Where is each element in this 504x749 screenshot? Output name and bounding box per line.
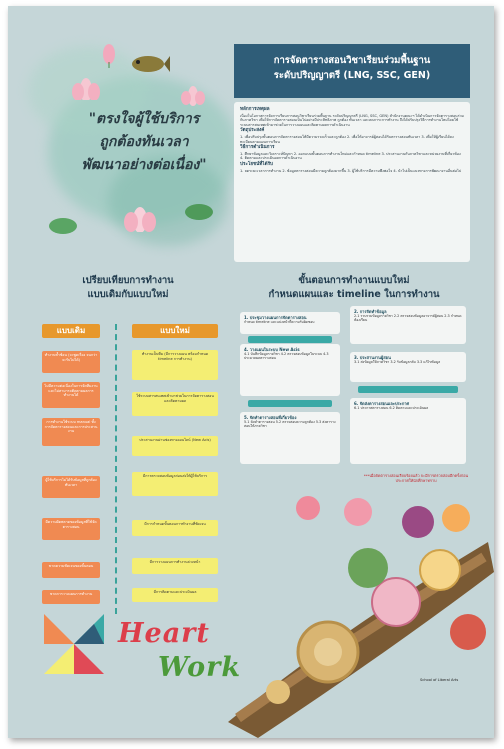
step-text: 2.1 รวบรวมข้อมูลรายวิชา 2.2 ตรวจสอบข้อมูลอาจารย์ผู้สอน 2.3 กำหนดห้องเรียน	[354, 314, 462, 323]
lotus-leaf-icon	[184, 202, 214, 222]
objectives-heading: วัตถุประสงค์	[240, 128, 265, 134]
lotus-flower-icon	[68, 70, 104, 100]
lotus-bud-icon	[98, 42, 120, 68]
old-item: ทำงานซ้ำซ้อน (จะพูดเรื่อง จนกว่าจะรับไม่ได้)	[42, 351, 100, 373]
poster	[8, 6, 494, 738]
poster-title-line-2: ระดับปริญญาตรี (LNG, SSC, GEN)	[273, 70, 431, 81]
motto-line-3: พัฒนาอย่างต่อเนื่อง"	[81, 157, 207, 173]
step-text: 5.1 จัดทำตารางสอน 5.2 ตรวจสอบความถูกต้อง 5.3 ส่งตารางสอนให้ภาควิชา	[244, 420, 336, 429]
process-step-5	[240, 412, 340, 464]
process-step-2	[350, 306, 466, 344]
timeline-bar	[248, 400, 332, 407]
step-label: 2. การจัดทำข้อมูล	[354, 309, 387, 314]
objectives-text: 1. เพื่อปรับปรุงขั้นตอนการจัดตารางสอนให้มีความรวดเร็วและถูกต้อง 2. เพื่อให้อาจารย์ผู้สอนได้รับตารางสอนทันเวลา 3. เพื่อให้ผู้เรียนได้ลงทะเบียนตามแผนการเรียน	[240, 134, 454, 144]
lotus-leaf-icon	[48, 216, 78, 236]
new-item: มีการวางแผนการทำงานล่วงหน้า	[132, 558, 218, 574]
lotus-flower-icon	[120, 200, 160, 232]
comparison-title-line-1: เปรียบเทียบการทำงาน	[82, 275, 174, 286]
process-step-4	[240, 344, 340, 396]
process-step-3	[350, 352, 466, 382]
old-method-header: แบบเดิม	[42, 324, 100, 338]
poster-title-line-1: การจัดตารางสอนวิชาเรียนร่วมพื้นฐาน	[273, 55, 431, 66]
old-item: มีความผิดพลาดของข้อมูลที่ใช้จัดตารางสอน	[42, 518, 100, 540]
fish-icon	[126, 46, 170, 82]
benefits-heading: ประโยชน์ที่ได้รับ	[240, 161, 273, 167]
new-item: มีการติดตามและประเมินผล	[132, 588, 218, 602]
new-item: มีการกำหนดขั้นตอนการทำงานที่ชัดเจน	[132, 520, 218, 536]
step-text: กำหนด timeline และแบ่งหน้าที่ความรับผิดชอบ	[244, 320, 315, 324]
step-text: 4.1 บันทึกข้อมูลรายวิชา 4.2 ตรวจสอบข้อมูลในระบบ 4.3 ประมวลผลตารางสอน	[244, 352, 329, 361]
motto-quote	[64, 108, 224, 177]
step-text: 3.1 ส่งข้อมูลให้ภาควิชา 3.2 รับข้อมูลกลับ 3.3 แก้ไขข้อมูล	[354, 360, 441, 364]
process-title-line-2: กำหนดแผนและ timeline ในการทำงาน	[268, 289, 440, 300]
pinwheel-icon	[34, 604, 118, 692]
process-title-line-1: ขั้นตอนการทำงานแบบใหม่	[298, 275, 410, 286]
comparison-title	[48, 274, 208, 302]
old-item: ไม่มีความต่อเนื่องในการจัดทีมงาน และไม่สามารถติดตามผลการทำงานได้	[42, 382, 100, 408]
step-text: 6.1 ประกาศตารางสอน 6.2 ติดตามและประเมินผล	[354, 406, 429, 410]
motto-line-1: "ตรงใจผู้ใช้บริการ	[88, 111, 200, 127]
comparison-divider	[115, 324, 117, 614]
rationale-heading: หลักการเหตุผล	[240, 107, 270, 112]
timeline-bar	[248, 336, 332, 343]
food-boat-illustration	[218, 482, 494, 738]
info-panel	[234, 102, 470, 262]
process-step-6	[350, 398, 466, 464]
timeline-bar	[358, 386, 458, 393]
lotus-flower-icon	[178, 80, 208, 106]
old-item: ผู้ใช้บริการไม่ได้รับข้อมูลที่ถูกต้องทันเวลา	[42, 476, 100, 498]
step-label: 4. วางแผนในระบบ New Acis	[244, 347, 300, 352]
step-label: 5. จัดทำตารางสอนที่เกี่ยวข้อง	[244, 415, 297, 420]
heart-text: Heart	[118, 618, 210, 649]
step-label: 3. ประสานงานผู้สอน	[354, 355, 391, 360]
new-item: มีการตรวจสอบข้อมูลก่อนส่งให้ผู้ใช้บริการ	[132, 472, 218, 496]
old-item: ขาดการวางแผนการทำงาน	[42, 590, 100, 604]
rationale-text: เนื่องในโอกาสการจัดการเรียนการสอนวิชาเรียนร่วมพื้นฐาน ระดับปริญญาตรี (LNG, SSC, GEN) สำนักงานคณะฯ ได้ดำเนินการจัดตารางสอนร่วมกับภาควิชา เพื่อให้การจัดตารางสอนเป็นไปอย่างมีประสิทธิภาพ ถูกต้อง ทันเวลา และลดภาระการทำงาน จึงได้ปรับปรุงวิธีการทำงานใหม่โดยใช้ระบบสารสนเทศเข้ามาช่วยในการวางแผนและติดตามผลการดำเนินงาน	[240, 113, 464, 127]
method-heading: วิธีการดำเนินการ	[240, 145, 275, 151]
step-label: 6. จัดส่งตารางสอนและประกาศ	[354, 401, 410, 406]
process-title	[234, 274, 474, 302]
benefits-text: 1. ลดระยะเวลาการทำงาน 2. ข้อมูลตารางสอนมีความถูกต้องมากขึ้น 3. ผู้ใช้บริการมีความพึงพอใจ 4. นำไปเป็นแนวทางการพัฒนางานอื่นต่อไป	[240, 168, 462, 173]
new-item: ทำงานเป็นทีม (มีการวางแผน พร้อมกำหนด timeline การทำงาน)	[132, 350, 218, 380]
step-label: 1. ประชุมวางแผนการจัดตารางสอน	[244, 315, 307, 320]
old-item: การทำงานใช้ระบบ manual ทั้งการจัดตารางสอนและการประสานงาน	[42, 418, 100, 446]
comparison-title-line-2: แบบเดิมกับแบบใหม่	[87, 289, 169, 300]
old-item: ขาดความชัดเจนของขั้นตอน	[42, 562, 100, 578]
new-item: ประสานงานผ่านช่องทางออนไลน์ (New Acis)	[132, 436, 218, 456]
motto-line-2: ถูกต้องทันเวลา	[99, 134, 189, 150]
process-note: ***เมื่อจัดตารางสอนเรียบร้อยแล้ว จะมีการตรวจสอบอีกครั้งก่อนประกาศให้นักศึกษาทราบ	[363, 473, 469, 483]
new-method-header: แบบใหม่	[132, 324, 218, 338]
method-text: 1. ศึกษาข้อมูลและวิเคราะห์ปัญหา 2. ออกแบบขั้นตอนการทำงานใหม่และกำหนด timeline 3. ประสานงานกับภาควิชาและหน่วยงานที่เกี่ยวข้อง 4. ติดตามและประเมินผลการดำเนินงาน	[240, 151, 461, 161]
work-text: Work	[158, 652, 242, 683]
process-step-1	[240, 312, 340, 334]
school-logo-text: School of Liberal Arts	[420, 678, 459, 682]
poster-title	[234, 44, 470, 98]
new-item: ใช้ระบบสารสนเทศเข้ามาช่วยในการจัดตารางสอนและติดตามผล	[132, 392, 218, 416]
